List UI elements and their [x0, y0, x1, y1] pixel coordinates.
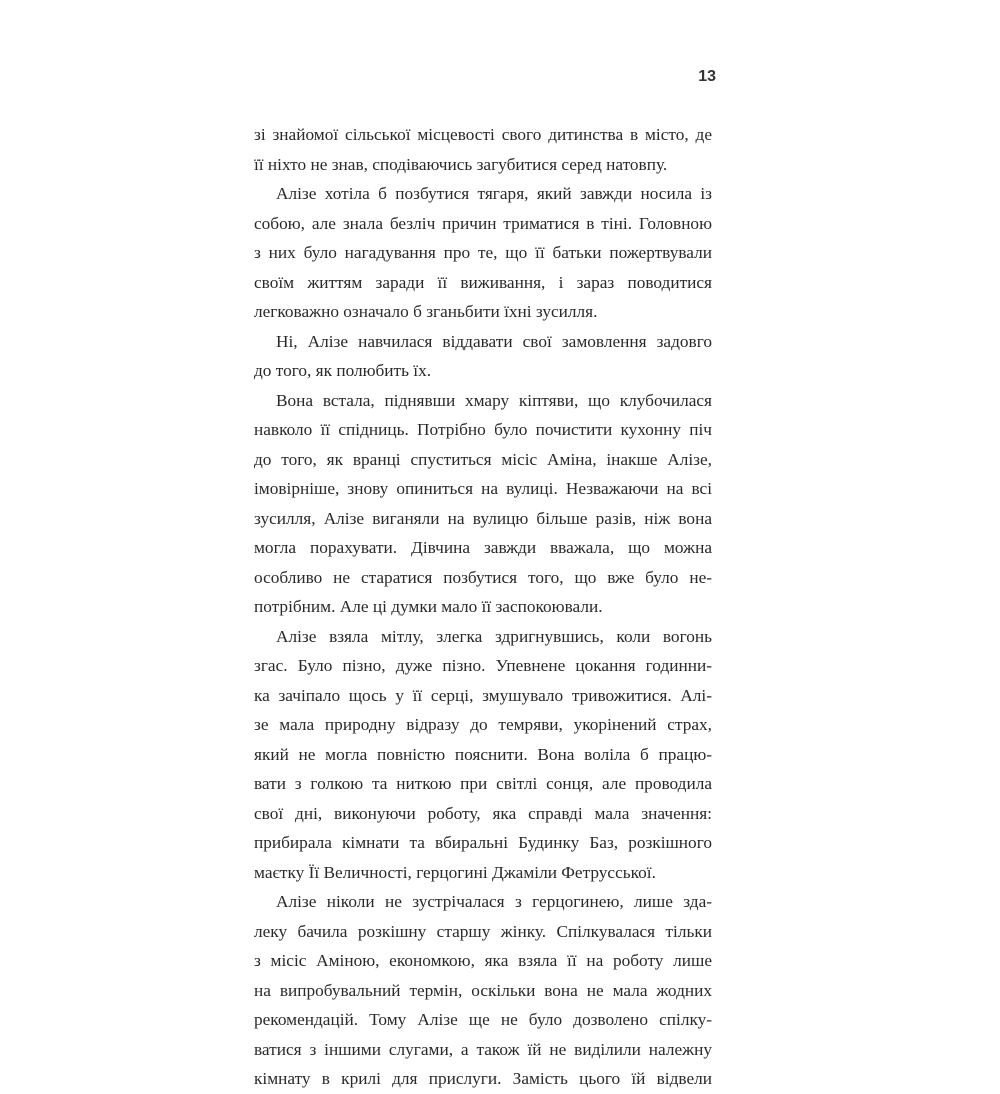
text-line: зе мала природну відразу до темряви, укорінений страх,: [254, 715, 712, 734]
text-line: собою, але знала безліч причин триматися в тіні. Головною: [254, 213, 712, 233]
text-line: навколо її спідниць. Потрібно було почистити кухонну піч: [254, 420, 712, 439]
text-line: з місіс Аміною, економкою, яка взяла її на роботу лише: [254, 951, 712, 970]
text-line: імовірніше, знову опиниться на вулиці. Незважаючи на всі: [254, 479, 712, 498]
text-line: прибирала кімнати та вбиральні Будинку Баз, розкішного: [254, 833, 712, 852]
text-line: потрібним. Але ці думки мало її заспокоювали.: [254, 597, 603, 616]
body-text: [254, 120, 712, 1094]
text-line: який не могла повністю пояснити. Вона воліла б працю-: [254, 744, 712, 764]
paragraph-first-line: Алізе взяла мітлу, злегка здригнувшись, коли вогонь: [276, 626, 712, 646]
text-line: зусилля, Алізе виганяли на вулицю більше разів, ніж вона: [254, 508, 712, 528]
text-line: на випробувальний термін, оскільки вона не мала жодних: [254, 980, 712, 1000]
text-line: легковажно означало б зганьбити їхні зусилля.: [254, 302, 598, 321]
text-line: леку бачила розкішну старшу жінку. Спілкувалася тільки: [254, 921, 712, 941]
text-line: вати з голкою та ниткою при світлі сонця, але проводила: [254, 774, 712, 793]
text-line: її ніхто не знав, сподіваючись загубитися серед натовпу.: [254, 154, 668, 174]
text-line: могла порахувати. Дівчина завжди вважала, що можна: [254, 538, 712, 557]
text-line: до того, як вранці спуститься місіс Аміна, інакше Алізе,: [254, 449, 712, 469]
text-line: ка зачіпало щось у її серці, змушувало тривожитися. Алі-: [254, 685, 712, 705]
text-line: до того, як полюбить їх.: [254, 361, 432, 380]
text-line: з них було нагадування про те, що її батьки пожертвували: [254, 243, 712, 262]
paragraph-first-line: Вона встала, піднявши хмару кіптяви, що клубочилася: [276, 390, 712, 410]
text-line: особливо не старатися позбутися того, що вже було не-: [254, 567, 712, 587]
text-line: зі знайомої сільської місцевості свого дитинства в місто, де: [254, 125, 712, 144]
text-line: своїм життям заради її виживання, і зараз поводитися: [254, 272, 712, 292]
text-line: ватися з іншими слугами, а також їй не виділили належну: [254, 1039, 712, 1059]
text-line: свої дні, виконуючи роботу, яка справді мала значення:: [254, 803, 712, 823]
text-line: маєтку Її Величності, герцогині Джаміли Фетрусської.: [254, 862, 656, 882]
paragraph-first-line: Алізе хотіла б позбутися тягаря, який завжди носила із: [276, 184, 712, 203]
text-line: згас. Було пізно, дуже пізно. Упевнене цокання годинни-: [254, 656, 712, 675]
text-line: рекомендацій. Тому Алізе ще не було дозволено спілку-: [254, 1010, 712, 1029]
text-line: кімнату в крилі для прислуги. Замість цього їй відвели: [254, 1069, 712, 1088]
paragraph-first-line: Алізе ніколи не зустрічалася з герцогинею, лише зда-: [276, 892, 712, 911]
paragraph-first-line: Ні, Алізе навчилася віддавати свої замовлення задовго: [276, 331, 712, 351]
page-number: 13: [698, 68, 716, 85]
